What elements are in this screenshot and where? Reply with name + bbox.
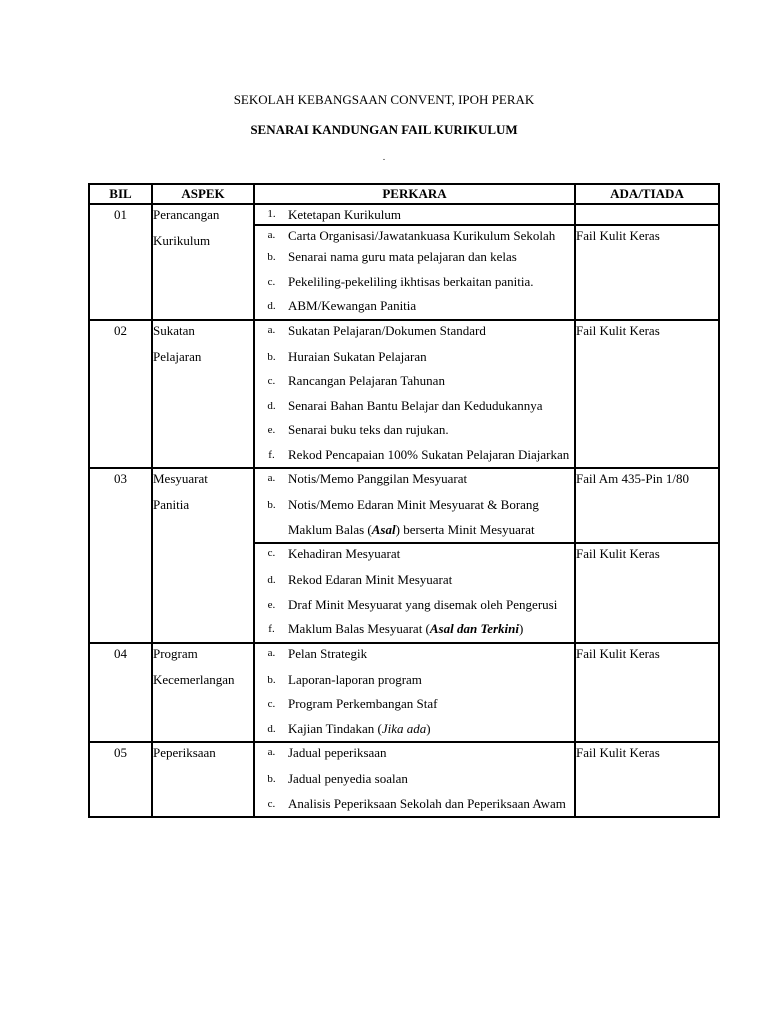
- cell-aspek: [152, 320, 254, 469]
- item-text-part: ): [426, 720, 431, 736]
- item-marker: b.: [267, 350, 276, 363]
- list-item: [255, 321, 574, 340]
- item-marker: e.: [267, 424, 276, 436]
- item-marker: 1.: [267, 208, 276, 220]
- item-text: Analisis Peperiksaan Sekolah dan Peperiksaan Awam: [288, 795, 566, 811]
- school-name: SEKOLAH KEBANGSAAN CONVENT, IPOH PERAK: [233, 92, 535, 107]
- cell-ada-tiada: Fail Kulit Keras: [575, 225, 719, 320]
- list-item: [255, 668, 574, 693]
- list-item: [255, 493, 574, 542]
- item-marker: b.: [267, 773, 276, 785]
- list-item: [255, 205, 574, 224]
- column-header-bil: BIL: [89, 184, 152, 204]
- item-marker: f.: [268, 448, 275, 461]
- item-text: Pelan Strategik: [288, 645, 368, 661]
- item-marker: c.: [267, 547, 276, 559]
- cell-aspek: [152, 204, 254, 320]
- item-text: Sukatan Pelajaran/Dokumen Standard: [288, 322, 486, 338]
- table-row: [89, 742, 719, 817]
- item-text: Kehadiran Mesyuarat: [288, 546, 401, 561]
- item-marker: a.: [267, 472, 276, 484]
- item-text: Senarai Bahan Bantu Belajar dan Kedudukannya: [288, 397, 543, 413]
- cell-aspek: [152, 468, 254, 643]
- item-text: Rekod Edaran Minit Mesyuarat: [288, 572, 453, 587]
- item-text: Jadual peperiksaan: [288, 745, 387, 760]
- cell-aspek: [152, 742, 254, 817]
- item-marker: c.: [267, 275, 276, 288]
- list-item: [255, 270, 574, 295]
- item-text: ABM/Kewangan Panitia: [288, 298, 417, 313]
- cell-ada-tiada: Fail Kulit Keras: [575, 320, 719, 469]
- cell-perkara: [254, 643, 575, 743]
- item-text: Senarai nama guru mata pelajaran dan kelas: [288, 249, 517, 264]
- aspek-line: Perancangan: [153, 207, 220, 222]
- list-item: [255, 544, 574, 563]
- list-item: [255, 717, 574, 742]
- list-item: [255, 369, 574, 394]
- cell-bil: 05: [89, 742, 152, 817]
- item-marker: d.: [267, 399, 276, 412]
- list-item: [255, 767, 574, 792]
- cell-perkara: [254, 543, 575, 643]
- item-text: Jadual penyedia soalan: [288, 771, 408, 786]
- item-text: Laporan-laporan program: [288, 671, 422, 687]
- item-text: Huraian Sukatan Pelajaran: [288, 348, 427, 364]
- item-text: Draf Minit Mesyuarat yang disemak oleh Pengerusi: [288, 596, 558, 612]
- aspek-line: Peperiksaan: [153, 745, 216, 760]
- list-item: [255, 617, 574, 642]
- item-text-part: ) berserta Minit Mesyuarat: [395, 521, 535, 537]
- cell-ada-tiada: [575, 204, 719, 225]
- item-text-part: Maklum Balas Mesyuarat (: [288, 621, 430, 636]
- cell-bil: 02: [89, 320, 152, 469]
- cell-bil: 04: [89, 643, 152, 743]
- list-item: [255, 568, 574, 593]
- cell-perkara: [254, 742, 575, 817]
- table-row: [89, 320, 719, 469]
- item-text-emphasis: Asal: [371, 521, 396, 537]
- table-row: [89, 204, 719, 225]
- cell-perkara: [254, 468, 575, 543]
- item-text-emphasis: Asal dan Terkini: [429, 621, 519, 636]
- aspek-line: Panitia: [153, 497, 190, 512]
- item-marker: b.: [267, 499, 276, 511]
- table-header-row: [89, 184, 719, 204]
- aspek-line: Kurikulum: [153, 233, 211, 248]
- list-item: [255, 226, 574, 245]
- item-text-part: Kajian Tindakan (: [288, 720, 382, 736]
- cell-bil: 01: [89, 204, 152, 320]
- item-text: [288, 617, 574, 642]
- list-item: [255, 443, 574, 468]
- item-marker: a.: [267, 646, 276, 659]
- cell-perkara: [254, 204, 575, 225]
- cell-ada-tiada: Fail Kulit Keras: [575, 742, 719, 817]
- item-text: Notis/Memo Panggilan Mesyuarat: [288, 471, 468, 486]
- aspek-line: Sukatan: [153, 322, 195, 338]
- list-item: [255, 644, 574, 663]
- item-text: Rekod Pencapaian 100% Sukatan Pelajaran Diajarkan: [288, 446, 570, 462]
- list-item: [255, 294, 574, 319]
- item-marker: b.: [267, 673, 276, 686]
- cell-bil: 03: [89, 468, 152, 643]
- table-row: [89, 468, 719, 543]
- item-marker: a.: [267, 323, 276, 336]
- aspek-line: Program: [153, 645, 198, 661]
- item-marker: c.: [267, 375, 276, 387]
- column-header-perkara: PERKARA: [254, 184, 575, 204]
- item-text-part: ): [519, 621, 524, 636]
- item-text-part: Notis/Memo Edaran Minit Mesyuarat & Borang Maklum Balas (: [288, 497, 539, 537]
- list-item: [255, 692, 574, 717]
- list-item: [255, 743, 574, 762]
- cell-perkara: [254, 225, 575, 320]
- aspek-line: Kecemerlangan: [153, 671, 235, 687]
- item-text: [288, 717, 574, 742]
- list-item: [255, 792, 574, 817]
- contents-table: [88, 183, 720, 818]
- item-text-emphasis: Jika ada: [381, 720, 427, 736]
- item-marker: b.: [267, 251, 276, 263]
- item-text: Program Perkembangan Staf: [288, 696, 438, 711]
- item-marker: f.: [268, 623, 275, 635]
- cell-ada-tiada: Fail Kulit Keras: [575, 543, 719, 643]
- list-item: [255, 245, 574, 270]
- item-text: Carta Organisasi/Jawatankuasa Kurikulum Sekolah: [288, 228, 556, 243]
- column-header-ada-tiada: ADA/TIADA: [575, 184, 719, 204]
- aspek-line: Mesyuarat: [153, 471, 208, 486]
- list-item: [255, 345, 574, 370]
- item-text: Senarai buku teks dan rujukan.: [288, 422, 449, 437]
- list-item: [255, 418, 574, 443]
- item-marker: a.: [267, 746, 276, 758]
- list-item: [255, 394, 574, 419]
- stray-dot: .: [382, 152, 386, 162]
- column-header-aspek: ASPEK: [152, 184, 254, 204]
- table-row: [89, 643, 719, 743]
- cell-aspek: [152, 643, 254, 743]
- item-marker: e.: [267, 598, 276, 611]
- list-item: [255, 469, 574, 488]
- item-text: [288, 493, 574, 542]
- item-marker: d.: [267, 722, 276, 735]
- item-text: Rancangan Pelajaran Tahunan: [288, 373, 445, 388]
- aspek-line: Pelajaran: [153, 348, 202, 364]
- cell-ada-tiada: Fail Am 435-Pin 1/80: [575, 468, 719, 543]
- item-marker: d.: [267, 300, 276, 312]
- cell-ada-tiada: Fail Kulit Keras: [575, 643, 719, 743]
- list-item: [255, 593, 574, 618]
- item-marker: d.: [267, 574, 276, 586]
- item-marker: c.: [267, 698, 276, 710]
- document-title: SENARAI KANDUNGAN FAIL KURIKULUM: [250, 122, 518, 137]
- item-marker: a.: [267, 229, 276, 241]
- item-marker: c.: [267, 797, 276, 810]
- item-text: Pekeliling-pekeliling ikhtisas berkaitan panitia.: [288, 273, 534, 289]
- item-text: Ketetapan Kurikulum: [288, 207, 401, 222]
- cell-perkara: [254, 320, 575, 469]
